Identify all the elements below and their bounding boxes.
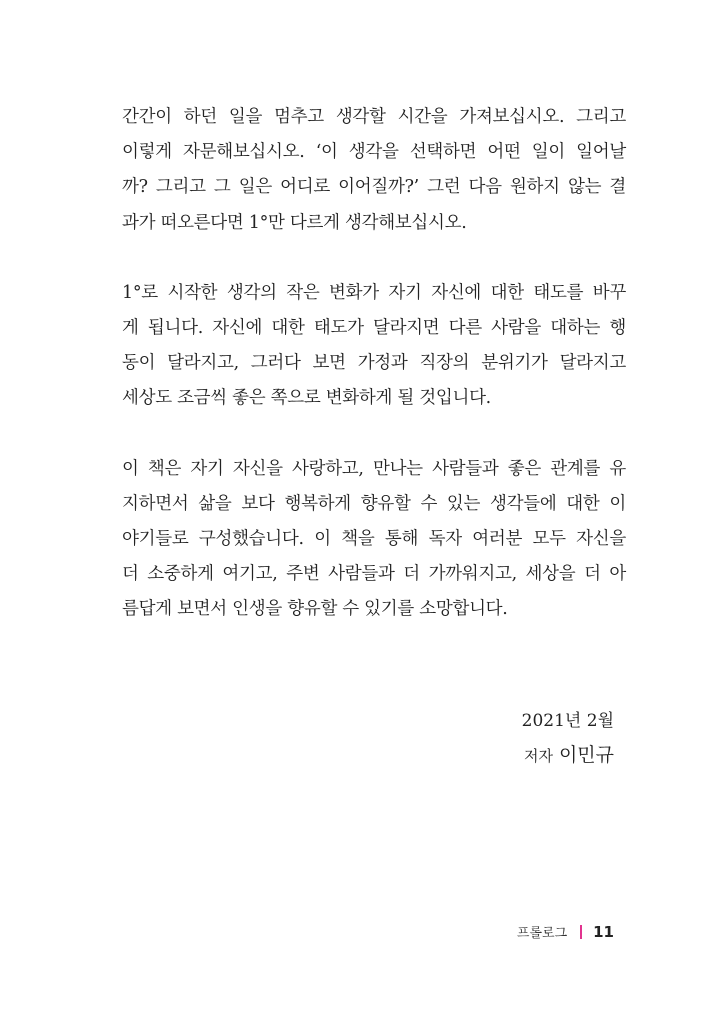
- signature-block: [522, 704, 614, 773]
- text-line: 간간이 하던 일을 멈추고 생각할 시간을 가져보십시오. 그리고: [122, 107, 626, 127]
- text-line: 게 됩니다. 자신에 대한 태도가 달라지면 다른 사람을 대하는 행: [122, 318, 626, 339]
- author-role: 저자: [523, 747, 553, 765]
- paragraph: [122, 276, 626, 417]
- text-line: 동이 달라지고, 그러다 보면 가정과 직장의 분위기가 달라지고: [122, 353, 626, 374]
- running-section-title: 프롤로그: [516, 926, 568, 941]
- text-line: 세상도 조금씩 좋은 쪽으로 변화하게 될 것입니다.: [122, 388, 491, 409]
- text-line: 지하면서 삶을 보다 행복하게 향유할 수 있는 생각들에 대한 이: [122, 493, 626, 514]
- author-name: 이민규: [558, 744, 614, 766]
- text-line: 1°로 시작한 생각의 작은 변화가 자기 자신에 대한 태도를 바꾸: [122, 282, 626, 303]
- text-line: 까? 그리고 그 일은 어디로 이어질까?’ 그런 다음 원하지 않는 결: [122, 177, 626, 198]
- text-line: 더 소중하게 여기고, 주변 사람들과 더 가까워지고, 세상을 더 아: [122, 564, 626, 585]
- text-line: 이 책은 자기 자신을 사랑하고, 만나는 사람들과 좋은 관계를 유: [122, 458, 626, 479]
- text-line: 름답게 보면서 인생을 향유할 수 있기를 소망합니다.: [122, 599, 508, 620]
- paragraph: [122, 452, 626, 628]
- page-number: 11: [593, 922, 614, 941]
- text-line: 이렇게 자문해보십시오. ‘이 생각을 선택하면 어떤 일이 일어날: [122, 142, 626, 163]
- paragraph: [122, 100, 626, 241]
- prologue-body: [122, 100, 626, 663]
- footer-divider: [580, 925, 582, 939]
- signature-date: 2021년 2월: [521, 711, 614, 731]
- signature-author-line: [522, 738, 614, 773]
- text-line: 과가 떠오른다면 1°만 다르게 생각해보십시오.: [122, 212, 467, 233]
- text-line: 야기들로 구성했습니다. 이 책을 통해 독자 여러분 모두 자신을: [122, 529, 626, 550]
- page-footer: [517, 922, 614, 941]
